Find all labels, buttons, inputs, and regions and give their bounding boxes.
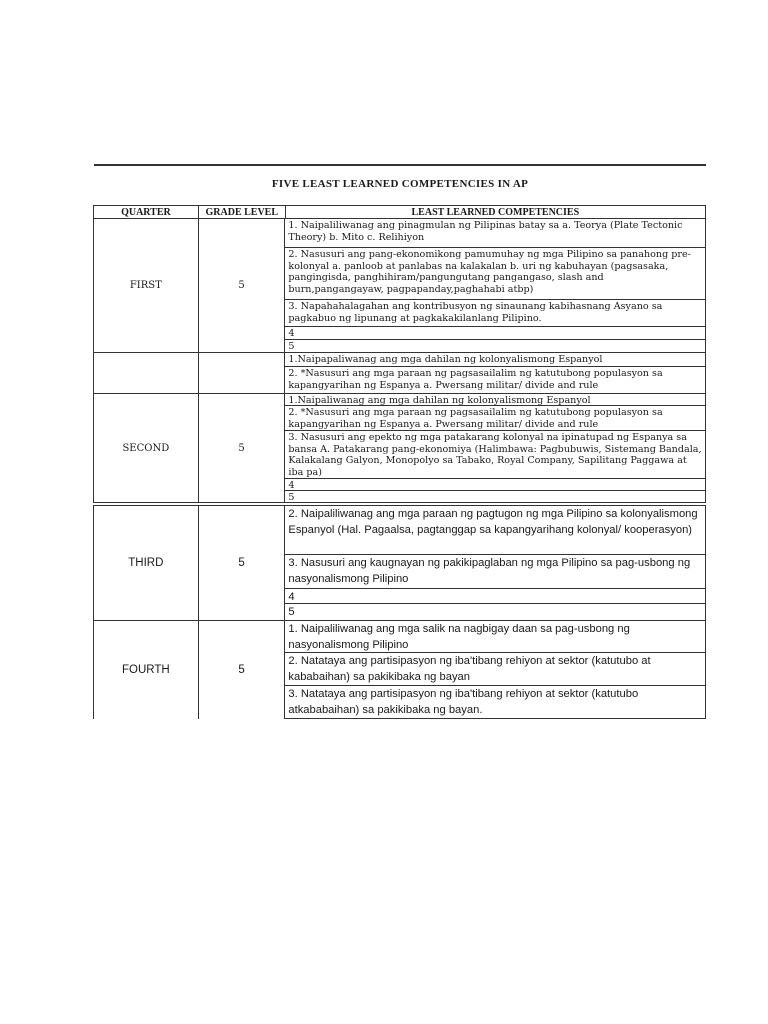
top-rule bbox=[94, 164, 706, 166]
table-header-row bbox=[93, 205, 706, 219]
competency-item: 4 bbox=[285, 589, 705, 604]
competency-item: 2. Naipaliliwanag ang mga paraan ng pagtugon ng mga Pilipino sa kolonyalismong Espanyol (Hal. Pagaalsa, pagtanggap sa kapangyarihang kolonyal/ kooperasyon) bbox=[285, 506, 705, 555]
competencies-table bbox=[93, 205, 706, 719]
header-grade-level: GRADE LEVEL bbox=[199, 205, 286, 219]
quarter-third-row bbox=[93, 505, 706, 621]
competency-item: 3. Nasusuri ang epekto ng mga patakarang kolonyal na ipinatupad ng Espanya sa bansa A. Patakarang pang-ekonomiya (Halimbawa: Pagbubuwis, Sistemang Bandala, Kalakalang Galyon, Monopolyo sa Tabako, Royal Company, Sapilitang Paggawa at iba pa) bbox=[285, 431, 705, 479]
competency-item: 3. Napahahalagahan ang kontribusyon ng sinaunang kabihasnang Asyano sa pagkabuo ng lipunang at pagkakakilanlang Pilipino. bbox=[285, 300, 705, 327]
quarter-label: FIRST bbox=[94, 219, 199, 353]
competency-item: 3. Nasusuri ang kaugnayan ng pakikipaglaban ng mga Pilipino sa pag-usbong ng nasyonalismong Pilipino bbox=[285, 555, 705, 589]
quarter-first-row bbox=[93, 219, 706, 353]
header-competencies: LEAST LEARNED COMPETENCIES bbox=[286, 205, 706, 219]
competency-item: 4 bbox=[285, 479, 705, 491]
grade-level bbox=[199, 353, 286, 394]
competency-item: 5 bbox=[285, 340, 705, 353]
quarter-label: FOURTH bbox=[94, 621, 199, 719]
quarter-label: THIRD bbox=[94, 506, 199, 621]
quarter-fourth-row bbox=[93, 621, 706, 719]
grade-level: 5 bbox=[199, 621, 286, 719]
competency-item: 1.Naipaliwanag ang mga dahilan ng kolonyalismong Espanyol bbox=[285, 394, 705, 406]
quarter-label bbox=[94, 353, 199, 394]
quarter-second-row bbox=[93, 394, 706, 503]
competency-item: 5 bbox=[285, 604, 705, 621]
competency-item: 2. Natataya ang partisipasyon ng iba'tibang rehiyon at sektor (katutubo at kababaihan) sa pakikibaka ng bayan bbox=[285, 653, 705, 686]
grade-level: 5 bbox=[199, 219, 286, 353]
competency-item: 2. *Nasusuri ang mga paraan ng pagsasailalim ng katutubong populasyon sa kapangyarihan ng Espanya a. Pwersang militar/ divide and rule bbox=[285, 406, 705, 431]
grade-level: 5 bbox=[199, 506, 286, 621]
competency-item: 2. *Nasusuri ang mga paraan ng pagsasailalim ng katutubong populasyon sa kapangyarihan ng Espanya a. Pwersang militar/ divide and rule bbox=[285, 367, 705, 394]
quarter-unlabeled-row bbox=[93, 353, 706, 394]
competency-item: 3. Natataya ang partisipasyon ng iba'tibang rehiyon at sektor (katutubo atkababaihan) sa pakikibaka ng bayan. bbox=[285, 686, 705, 719]
document-title: FIVE LEAST LEARNED COMPETENCIES IN AP bbox=[271, 178, 529, 190]
competency-item: 2. Nasusuri ang pang-ekonomikong pamumuhay ng mga Pilipino sa panahong pre-kolonyal a. panloob at panlabas na kalakalan b. uri ng kabuhayan (pagsasaka, pangingisda, panghihiram/pangungutang pangangaso, slash and burn,pangangayaw, pagpapanday,paghahabi atbp) bbox=[285, 248, 705, 300]
competency-item: 5 bbox=[285, 491, 705, 503]
competency-item: 1.Naipapaliwanag ang mga dahilan ng kolonyalismong Espanyol bbox=[285, 353, 705, 367]
header-quarter: QUARTER bbox=[94, 205, 199, 219]
competency-item: 1. Naipaliliwanag ang pinagmulan ng Pilipinas batay sa a. Teorya (Plate Tectonic Theory) b. Mito c. Relihiyon bbox=[285, 219, 705, 248]
grade-level: 5 bbox=[199, 394, 286, 503]
competency-item: 4 bbox=[285, 327, 705, 340]
competency-item: 1. Naipaliliwanag ang mga salik na nagbigay daan sa pag-usbong ng nasyonalismong Pilipino bbox=[285, 621, 705, 653]
quarter-label: SECOND bbox=[94, 394, 199, 503]
